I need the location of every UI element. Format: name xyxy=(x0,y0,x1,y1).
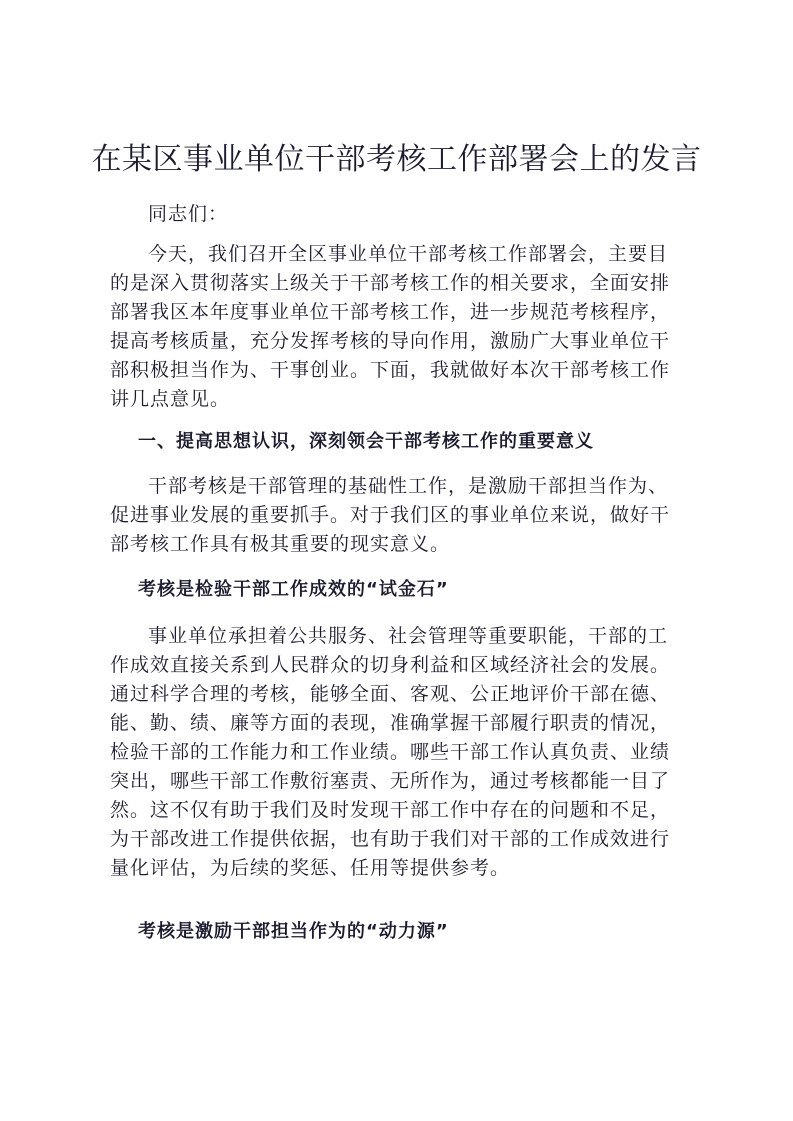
subsection-heading-1: 考核是检验干部工作成效的“试金石” xyxy=(138,579,449,600)
document-title: 在某区事业单位干部考核工作部署会上的发言 xyxy=(91,142,702,177)
intro-paragraph: 今天，我们召开全区事业单位干部考核工作部署会，主要目的是深入贯彻落实上级关于干部考核工作的相关要求，全面安排部署我区本年度事业单位干部考核工作，进一步规范考核程序，提高考核质量，充分发挥考核的导向作用，激励广大事业单位干部积极担当作为、干事创业。下面，我就做好本次干部考核工作讲几点意见。 xyxy=(110,243,671,410)
subsection-1-paragraph: 事业单位承担着公共服务、社会管理等重要职能，干部的工作成效直接关系到人民群众的切身利益和区域经济社会的发展。通过科学合理的考核，能够全面、客观、公正地评价干部在德、能、勤、绩、廉等方面的表现，准确掌握干部履行职责的情况，检验干部的工作能力和工作业绩。哪些干部工作认真负责、业绩突出，哪些干部工作敷衍塞责、无所作为，通过考核都能一目了然。这不仅有助于我们及时发现干部工作中存在的问题和不足，为干部改进工作提供依据，也有助于我们对干部的工作成效进行量化评估，为后续的奖惩、任用等提供参考。 xyxy=(110,625,671,879)
section-heading-1: 一、提高思想认识，深刻领会干部考核工作的重要意义 xyxy=(138,431,594,452)
section-1-paragraph: 干部考核是干部管理的基础性工作，是激励干部担当作为、促进事业发展的重要抓手。对于我们区的事业单位来说，做好干部考核工作具有极其重要的现实意义。 xyxy=(110,475,671,555)
subsection-heading-2: 考核是激励干部担当作为的“动力源” xyxy=(138,921,449,942)
salutation: 同志们： xyxy=(148,203,229,225)
